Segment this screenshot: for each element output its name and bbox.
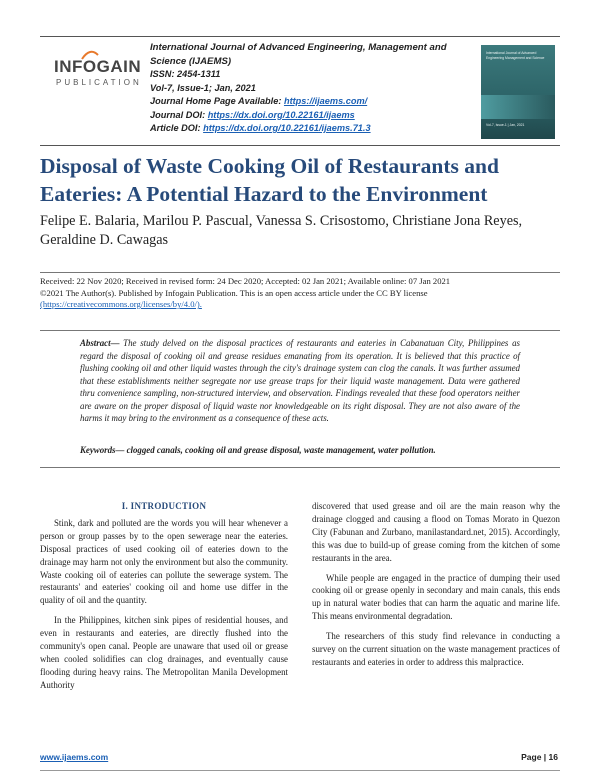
license-link[interactable]: (https://creativecommons.org/licenses/by/4.0/). [40, 299, 202, 309]
journal-cover-image [481, 45, 555, 139]
section-heading-introduction: I. INTRODUCTION [121, 501, 207, 511]
homepage-link[interactable]: https://ijaems.com/ [283, 96, 368, 106]
abstract-text: The study delved on the disposal practices of restaurants and eateries in Cabanatuan City, Philippines as regard the disposal of cooking oil and grease residues emanating from its operation. It is believed that this practice of flushing cooking oil and other liquid wastes through the city's drainage system can clog the canals. It was further assumed that these establishments neither segregate nor use grease traps for their liquid waste management. Data were gathered thru convenience sampling, non-structured interview, and observation. Findings revealed that these food operators neither are aware on the proper disposal of liquid waste nor knowledgeable on its right disposal. They are not also aware of the harms it may bring to the environment as a consequence of these acts. [80, 338, 520, 423]
license-text: ©2021 The Author(s). Published by Infogain Publication. This is an open access article under the CC BY license [40, 287, 428, 298]
journal-homepage: Journal Home Page Available: https://ijaems.com/ [150, 96, 368, 106]
body-right-column [312, 500, 560, 676]
abstract-label: Abstract— [80, 338, 120, 348]
paragraph: The researchers of this study find relevance in conducting a survey on the current situation on the waste management practices of restaurants and eateries in order to address this malpractice. [312, 631, 560, 667]
journal-volume: Vol-7, Issue-1; Jan, 2021 [150, 82, 256, 93]
article-authors: Felipe E. Balaria, Marilou P. Pascual, Vanessa S. Crisostomo, Christiane Jona Reyes, Geraldine D. Cawagas [40, 213, 523, 248]
journal-info [150, 41, 470, 136]
abstract-box [40, 330, 560, 468]
cover-issue: Vol-7, Issue-1 | Jan, 2021 [486, 123, 525, 127]
paragraph: In the Philippines, kitchen sink pipes of residential houses, and even in restaurants and eateries, are directly flushed into the community's open canal. People are unaware that used oil or grease when cooled solidifies can clog drainages, and eventually cause flooding during heavy rains. The Metropolitan Manila Development Authority [40, 615, 288, 690]
article-doi-link[interactable]: https://dx.doi.org/10.22161/ijaems.71.3 [203, 123, 371, 133]
page-number: Page | 16 [521, 752, 558, 762]
journal-header [40, 36, 560, 146]
logo-wordmark: INFOGAIN [54, 57, 142, 76]
article-doi: Article DOI: https://dx.doi.org/10.22161/ijaems.71.3 [150, 123, 371, 133]
journal-doi: Journal DOI: https://dx.doi.org/10.22161/ijaems [150, 109, 355, 120]
footer-website-link[interactable]: www.ijaems.com [40, 752, 109, 762]
paragraph: discovered that used grease and oil are the main reason why the drainage clogged and causing a flood on Tomas Morato in Quezon City (Fabunan and Zurbano, manilastandard.net, 2015). Accordingly, this was due to build-up of grease coming from the kitchen of some restaurants in the area. [312, 501, 560, 563]
logo-subtitle: PUBLICATION [56, 78, 142, 87]
keywords: Keywords— clogged canals, cooking oil and grease disposal, waste management, water pollution. [80, 445, 436, 455]
paragraph: Stink, dark and polluted are the words you will hear whenever a person or group passes by to the open sewerage near the eateries. Disposal practices of used cooking oil of eateries down to the drainage may harm not only the environment but also the community. Waste cooking oil of eateries can pollute the sewerage system. The restaurants' and eateries' cooking oil and home use differ in the quality of oil and the quantity. [40, 517, 288, 606]
abstract [80, 337, 520, 425]
paragraph: While people are engaged in the practice of dumping their used cooking oil or grease openly in secondary and main canals, this ends up in natural water bodies that can harm the aquatic and marine life. This means environmental degradation. [312, 572, 560, 622]
cover-title: International Journal of Advanced Engineering Management and Science [486, 51, 545, 60]
article-title: Disposal of Waste Cooking Oil of Restaurants and Eateries: A Potential Hazard to the Environment [40, 154, 499, 206]
journal-issn: ISSN: 2454-1311 [150, 69, 221, 79]
journal-title: International Journal of Advanced Engineering, Management and Science (IJAEMS) [150, 42, 447, 67]
footer-divider [40, 770, 560, 771]
publication-history [40, 272, 560, 311]
body-left-column [40, 500, 288, 699]
journal-doi-link[interactable]: https://dx.doi.org/10.22161/ijaems [207, 109, 355, 120]
cover-band [481, 95, 555, 119]
received-dates: Received: 22 Nov 2020; Received in revised form: 24 Dec 2020; Accepted: 02 Jan 2021; Available online: 07 Jan 2021 [40, 276, 451, 286]
infogain-logo [54, 57, 150, 117]
